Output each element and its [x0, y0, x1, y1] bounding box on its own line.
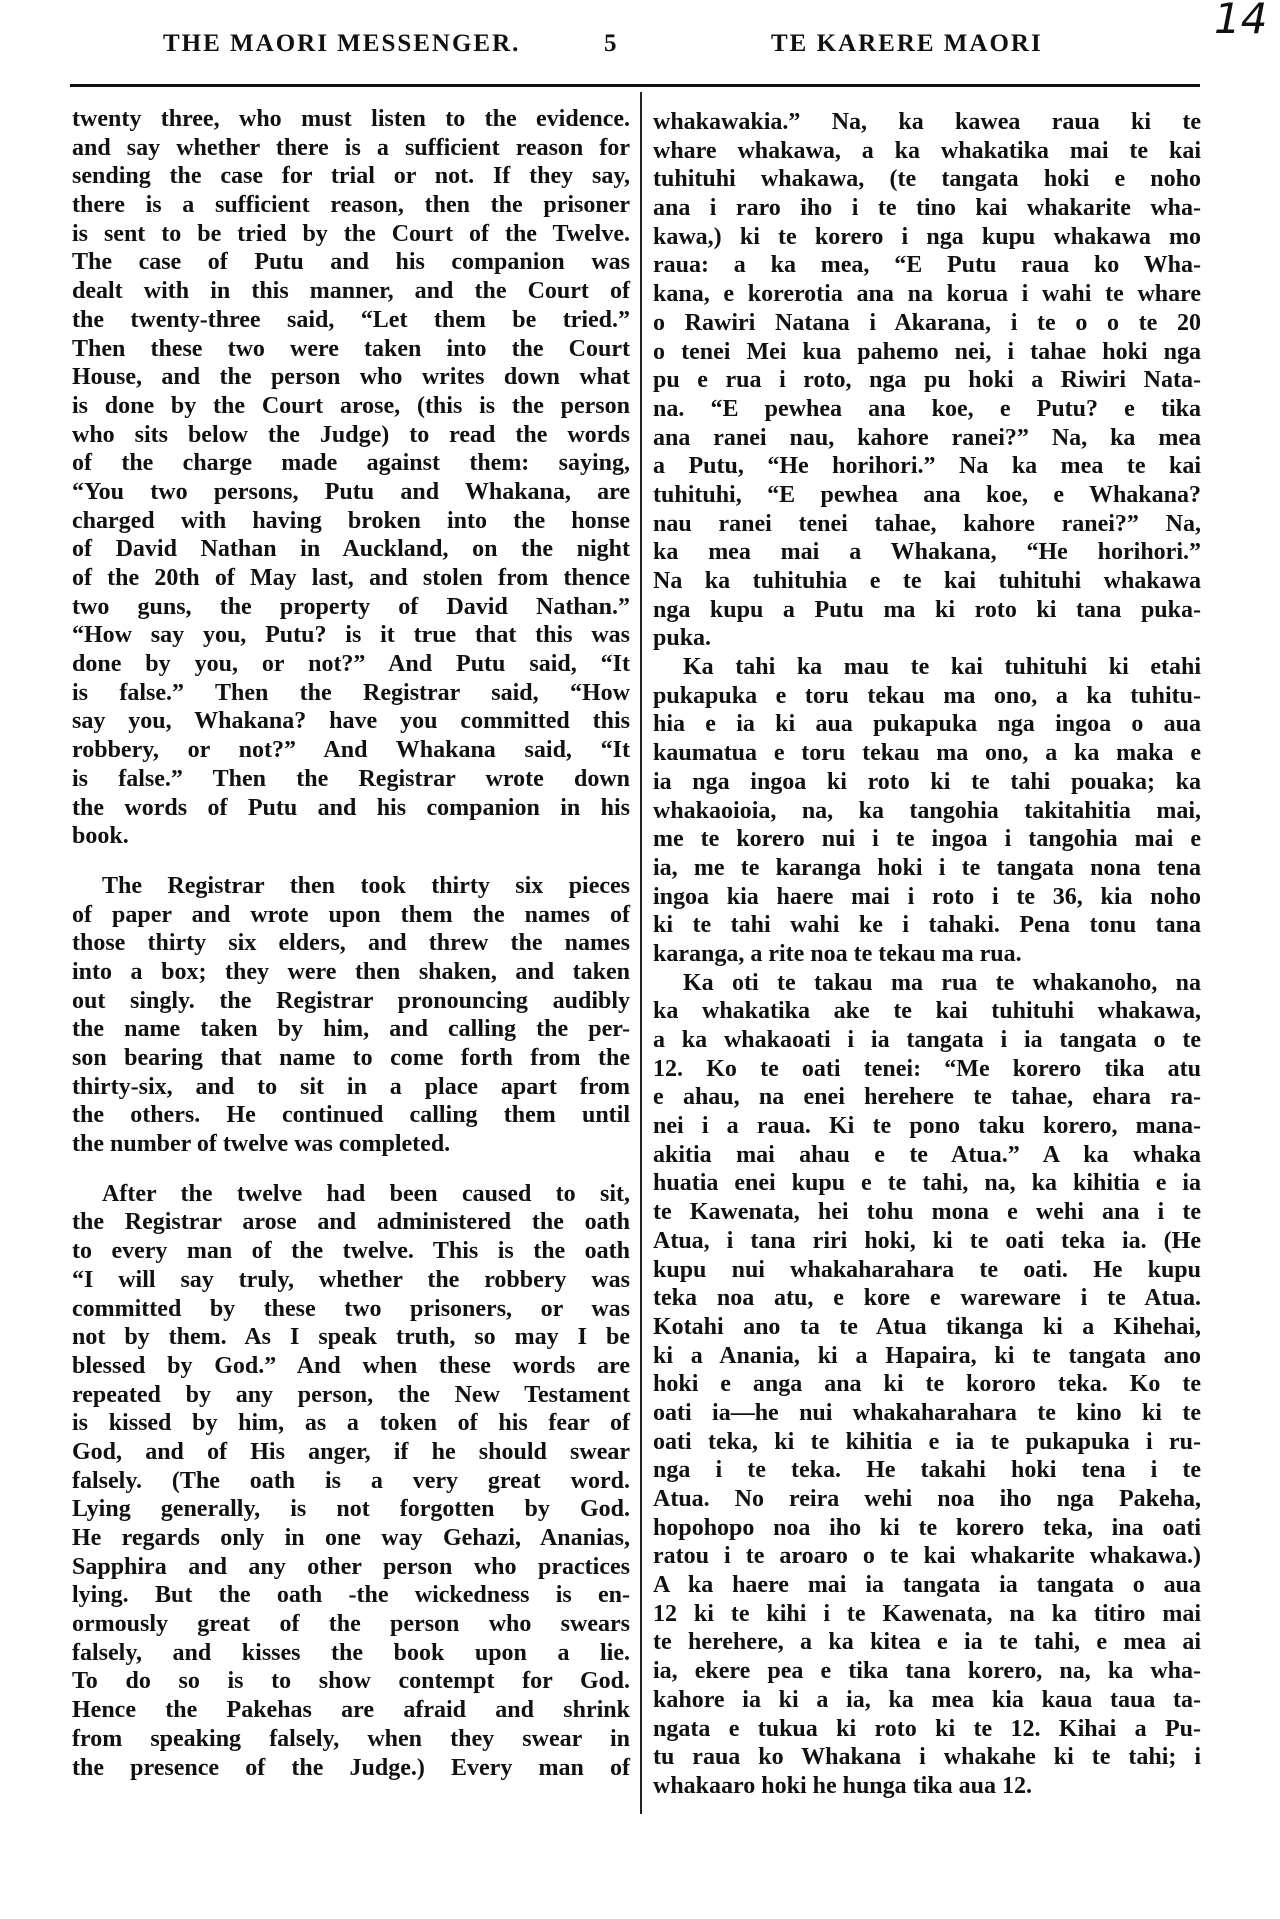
text-line: Ka oti te takau ma rua te whakanoho, na [683, 969, 1201, 996]
text-line: lying. But the oath -the wickedness is en- [72, 1582, 630, 1609]
text-line: ana ranei nau, kahore ranei?” Na, ka mea [653, 424, 1201, 451]
text-line: raua: a ka mea, “E Putu raua ko Wha- [653, 252, 1201, 279]
text-line: ngata e tukua ki roto ki te 12. Kihai a Pu- [653, 1715, 1201, 1742]
text-line: the Registrar arose and administered the oath [72, 1209, 630, 1236]
text-line: the words of Putu and his companion in his [72, 794, 630, 821]
text-line: Then these two were taken into the Court [72, 335, 630, 362]
english-column [72, 105, 630, 1782]
text-line: the twenty-three said, “Let them be tried.” [72, 306, 630, 333]
text-line: Sapphira and any other person who practices [72, 1553, 630, 1580]
text-line: akitia mai ahau e te Atua.” A ka whaka [653, 1141, 1201, 1168]
text-line: nga i te teka. He takahi hoki tena i te [653, 1457, 1201, 1484]
text-line: repeated by any person, the New Testament [72, 1381, 630, 1408]
text-line: who sits below the Judge) to read the words [72, 421, 630, 448]
text-line: is done by the Court arose, (this is the person [72, 392, 630, 419]
text-line: those thirty six elders, and threw the names [72, 930, 630, 957]
text-line: falsely, and kisses the book upon a lie. [72, 1639, 630, 1666]
text-line: ratou i te aroaro o te kai whakarite whakawa.) [653, 1543, 1201, 1570]
text-line: “How say you, Putu? is it true that this was [72, 622, 630, 649]
article-paragraph [653, 653, 1201, 969]
text-line: is sent to be tried by the Court of the Twelve. [72, 220, 630, 247]
text-line: Na ka tuhituhia e te kai tuhituhi whakawa [653, 568, 1201, 594]
text-line: pu e rua i roto, nga pu hoki a Riwiri Nata- [653, 367, 1201, 394]
text-line: Ka tahi ka mau te kai tuhituhi ki etahi [683, 654, 1201, 681]
text-line: of the 20th of May last, and stolen from thence [72, 565, 630, 591]
text-line: blessed by God.” And when these words are [72, 1352, 630, 1379]
text-line: charged with having broken into the honse [72, 507, 630, 534]
text-line: Kotahi ano ta te Atua tikanga ki a Kihehai, [653, 1313, 1201, 1340]
text-line: ana i raro iho i te tino kai whakarite wha- [653, 195, 1201, 222]
text-line: robbery, or not?” And Whakana said, “It [72, 737, 630, 764]
text-line: two guns, the property of David Nathan.” [72, 593, 630, 620]
text-line: whakaoioia, na, ka tangohia takitahitia mai, [653, 797, 1201, 824]
text-line: the others. He continued calling them until [72, 1102, 630, 1129]
text-line: say you, Whakana? have you committed this [72, 708, 630, 735]
text-line: is false.” Then the Registrar wrote down [72, 765, 630, 792]
text-line: 12. Ko te oati tenei: “Me korero tika atu [653, 1055, 1201, 1082]
text-line: tuhituhi whakawa, (te tangata hoki e noho [653, 166, 1201, 193]
text-line: ka whakatika ake te kai tuhituhi whakawa, [653, 998, 1201, 1025]
text-line: A ka haere mai ia tangata ia tangata o aua [653, 1572, 1201, 1599]
text-line: falsely. (The oath is a very great word. [72, 1467, 630, 1494]
text-line: pukapuka e toru tekau ma ono, a ka tuhitu- [653, 682, 1201, 709]
article-paragraph [72, 1180, 630, 1782]
text-line: a ka whakaoati i ia tangata i ia tangata o te [653, 1027, 1201, 1053]
text-line: To do so is to show contempt for God. [72, 1668, 630, 1695]
handwritten-folio-number: 14 [1214, 0, 1268, 43]
text-line: Atua, i tana riri hoki, ki te oati teka ia. (He [653, 1227, 1201, 1254]
text-line: thirty-six, and to sit in a place apart from [72, 1073, 630, 1100]
text-line: He regards only in one way Gehazi, Ananias, [72, 1525, 630, 1551]
text-line: book. [72, 823, 129, 850]
text-line: ingoa kia haere mai i roto i te 36, kia noho [653, 883, 1201, 910]
text-line: of David Nathan in Auckland, on the night [72, 536, 630, 563]
text-line: the name taken by him, and calling the per- [72, 1016, 630, 1043]
text-line: teka noa atu, e kore e wareware i te Atua. [653, 1285, 1201, 1312]
text-line: o tenei Mei kua pahemo nei, i tahae hoki nga [653, 338, 1201, 365]
text-line: Lying generally, is not forgotten by God. [72, 1496, 630, 1523]
column-divider [640, 92, 642, 1814]
text-line: whare whakawa, a ka whakatika mai te kai [653, 137, 1201, 164]
text-line: dealt with in this manner, and the Court of [72, 278, 630, 305]
text-line: not by them. As I speak truth, so may I be [72, 1324, 630, 1351]
text-line: God, and of His anger, if he should swear [72, 1438, 630, 1465]
text-line: House, and the person who writes down what [72, 364, 630, 391]
text-line: to every man of the twelve. This is the oath [72, 1238, 630, 1265]
text-line: is false.” Then the Registrar said, “How [72, 679, 630, 706]
text-line: te Kawenata, hei tohu mona e wehi ana i te [653, 1199, 1201, 1226]
text-line: of paper and wrote upon them the names of [72, 901, 630, 928]
text-line: ormously great of the person who swears [72, 1611, 630, 1638]
text-line: huatia enei kupu e te tahi, na, ka kihitia e ia [653, 1170, 1201, 1197]
text-line: o Rawiri Natana i Akarana, i te o o te 20 [653, 309, 1201, 336]
text-line: ki a Anania, ki a Hapaira, ki te tangata ano [653, 1342, 1201, 1369]
text-line: from speaking falsely, when they swear in [72, 1725, 630, 1752]
text-line: kahore ia ki a ia, ka mea kia kaua taua ta- [653, 1686, 1201, 1713]
text-line: and say whether there is a sufficient reason for [72, 134, 630, 161]
text-line: there is a sufficient reason, then the prisoner [72, 192, 630, 219]
text-line: into a box; they were then shaken, and taken [72, 958, 630, 985]
text-line: tuhituhi, “E pewhea ana koe, e Whakana? [653, 481, 1201, 508]
text-line: ka mea mai a Whakana, “He horihori.” [653, 539, 1201, 566]
text-line: After the twelve had been caused to sit, [102, 1180, 630, 1207]
page-number: 5 [604, 30, 619, 57]
text-line: oati ia—he nui whakaharahara te kino ki te [653, 1399, 1201, 1426]
text-line: a Putu, “He horihori.” Na ka mea te kai [653, 453, 1201, 480]
text-line: whakaaro hoki he hunga tika aua 12. [653, 1772, 1033, 1799]
text-line: the presence of the Judge.) Every man of [72, 1754, 630, 1781]
masthead-english-title: THE MAORI MESSENGER. [163, 30, 521, 57]
text-line: hopohopo noa iho ki te korero teka, ina oati [653, 1514, 1201, 1541]
header-rule [70, 84, 1200, 87]
masthead-maori-title: TE KARERE MAORI [771, 30, 1043, 57]
text-line: hoki e anga ana ki te kororo teka. Ko te [653, 1371, 1201, 1398]
text-line: ia, ekere pea e tika tana korero, na, ka wha- [653, 1658, 1201, 1685]
text-line: the number of twelve was completed. [72, 1131, 451, 1158]
text-line: The case of Putu and his companion was [72, 249, 630, 276]
article-paragraph [653, 108, 1201, 653]
text-line: puka. [653, 625, 712, 652]
text-line: out singly. the Registrar pronouncing audibly [72, 987, 630, 1014]
text-line: Hence the Pakehas are afraid and shrink [72, 1697, 630, 1724]
text-line: te herehere, a ka kitea e ia te tahi, e mea ai [653, 1629, 1201, 1656]
text-line: son bearing that name to come forth from the [72, 1045, 630, 1071]
text-line: hia e ia ki aua pukapuka nga ingoa o aua [653, 711, 1201, 738]
text-line: ki te tahi wahi ke i tahaki. Pena tonu tana [653, 912, 1201, 939]
text-line: kana, e korerotia ana na korua i wahi te whare [653, 281, 1201, 308]
text-line: nei i a raua. Ki te pono taku korero, mana- [653, 1113, 1201, 1140]
text-line: ia nga ingoa ki roto ki te tahi pouaka; ka [653, 768, 1201, 795]
text-line: kaumatua e toru tekau ma ono, a ka maka e [653, 740, 1201, 767]
text-line: “You two persons, Putu and Whakana, are [72, 478, 630, 505]
text-line: The Registrar then took thirty six pieces [102, 872, 630, 899]
text-line: whakawakia.” Na, ka kawea raua ki te [653, 109, 1201, 135]
text-line: is kissed by him, as a token of his fear of [72, 1410, 630, 1437]
article-paragraph [653, 969, 1201, 1801]
text-line: me te korero nui i te ingoa i tangohia mai e [653, 826, 1201, 853]
text-line: oati teka, ki te kihitia e ia te pukapuka i ru- [653, 1428, 1201, 1455]
text-line: nau ranei tenei tahae, kahore ranei?” Na, [653, 510, 1201, 537]
text-line: sending the case for trial or not. If they say, [72, 163, 630, 190]
text-line: tu raua ko Whakana i whakahe ki te tahi; i [653, 1744, 1201, 1771]
text-line: of the charge made against them: saying, [72, 450, 630, 477]
text-line: nga kupu a Putu ma ki roto ki tana puka- [653, 596, 1201, 623]
text-line: ia, me te karanga hoki i te tangata nona tena [653, 854, 1201, 881]
article-paragraph [72, 105, 630, 851]
text-line: kawa,) ki te korero i nga kupu whakawa mo [653, 223, 1201, 250]
text-line: twenty three, who must listen to the evidence. [72, 106, 630, 132]
text-line: “I will say truly, whether the robbery was [72, 1266, 630, 1293]
text-line: committed by these two prisoners, or was [72, 1295, 630, 1322]
text-line: Atua. No reira wehi noa iho nga Pakeha, [653, 1486, 1201, 1512]
text-line: 12 ki te kihi i te Kawenata, na ka titiro mai [653, 1600, 1201, 1627]
article-paragraph [72, 872, 630, 1159]
text-line: done by you, or not?” And Putu said, “It [72, 651, 630, 678]
text-line: karanga, a rite noa te tekau ma rua. [653, 940, 1022, 967]
text-line: kupu nui whakaharahara te oati. He kupu [653, 1256, 1201, 1283]
text-line: na. “E pewhea ana koe, e Putu? e tika [653, 395, 1201, 422]
maori-column [653, 108, 1201, 1801]
text-line: e ahau, na enei herehere te tahae, ehara ra- [653, 1084, 1201, 1111]
